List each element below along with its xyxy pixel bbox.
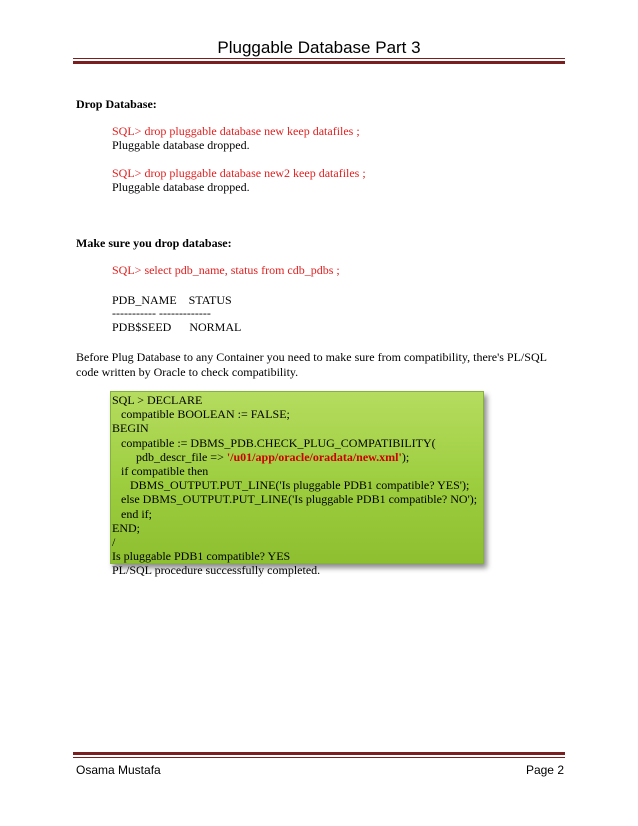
drop-section-heading: Drop Database:: [76, 97, 157, 111]
code-line: PL/SQL procedure successfully completed.: [112, 563, 321, 578]
footer-rule-thin: [73, 757, 565, 758]
drop-output-1: Pluggable database dropped.: [112, 138, 250, 152]
drop-command-1: SQL> drop pluggable database new keep datafiles ;: [112, 124, 360, 138]
code-line: compatible := DBMS_PDB.CHECK_PLUG_COMPATIBILITY(: [112, 435, 436, 450]
code-text: pdb_descr_file =>: [112, 449, 227, 464]
verify-section-heading: Make sure you drop database:: [76, 236, 232, 250]
drop-command-2: SQL> drop pluggable database new2 keep datafiles ;: [112, 166, 366, 180]
code-text: );: [401, 449, 410, 464]
code-line: else DBMS_OUTPUT.PUT_LINE('Is pluggable PDB1 compatible? NO');: [112, 492, 478, 507]
code-line: BEGIN: [112, 421, 149, 436]
result-column-header: PDB_NAME STATUS: [112, 293, 232, 307]
header-rule-thin: [73, 58, 565, 59]
header-rule-thick: [73, 61, 565, 64]
datafile-path: '/u01/app/oracle/oradata/new.xml': [226, 449, 402, 464]
footer-author: Osama Mustafa: [76, 763, 161, 777]
footer-page-number: Page 2: [525, 763, 564, 777]
page-title: Pluggable Database Part 3: [217, 38, 421, 57]
result-separator: ----------- -------------: [112, 306, 211, 320]
code-line: END;: [112, 520, 140, 535]
select-command: SQL> select pdb_name, status from cdb_pdbs ;: [112, 263, 340, 277]
code-block: [112, 393, 477, 578]
code-line: DBMS_OUTPUT.PUT_LINE('Is pluggable PDB1 compatible? YES');: [112, 478, 470, 493]
compatibility-paragraph: Before Plug Database to any Container you need to make sure from compatibility, there's PL/SQL code written by Oracle to check compatibility.: [76, 350, 547, 379]
code-line: end if;: [112, 506, 152, 521]
code-line: SQL > DECLARE: [112, 393, 203, 407]
code-line: if compatible then: [112, 464, 209, 479]
drop-output-2: Pluggable database dropped.: [112, 180, 250, 194]
code-line: [112, 450, 477, 464]
code-line: compatible BOOLEAN := FALSE;: [112, 407, 290, 422]
result-row: PDB$SEED NORMAL: [112, 320, 242, 334]
code-line: Is pluggable PDB1 compatible? YES: [112, 549, 291, 564]
footer-rule-thick: [73, 752, 565, 755]
code-line: /: [112, 535, 116, 550]
